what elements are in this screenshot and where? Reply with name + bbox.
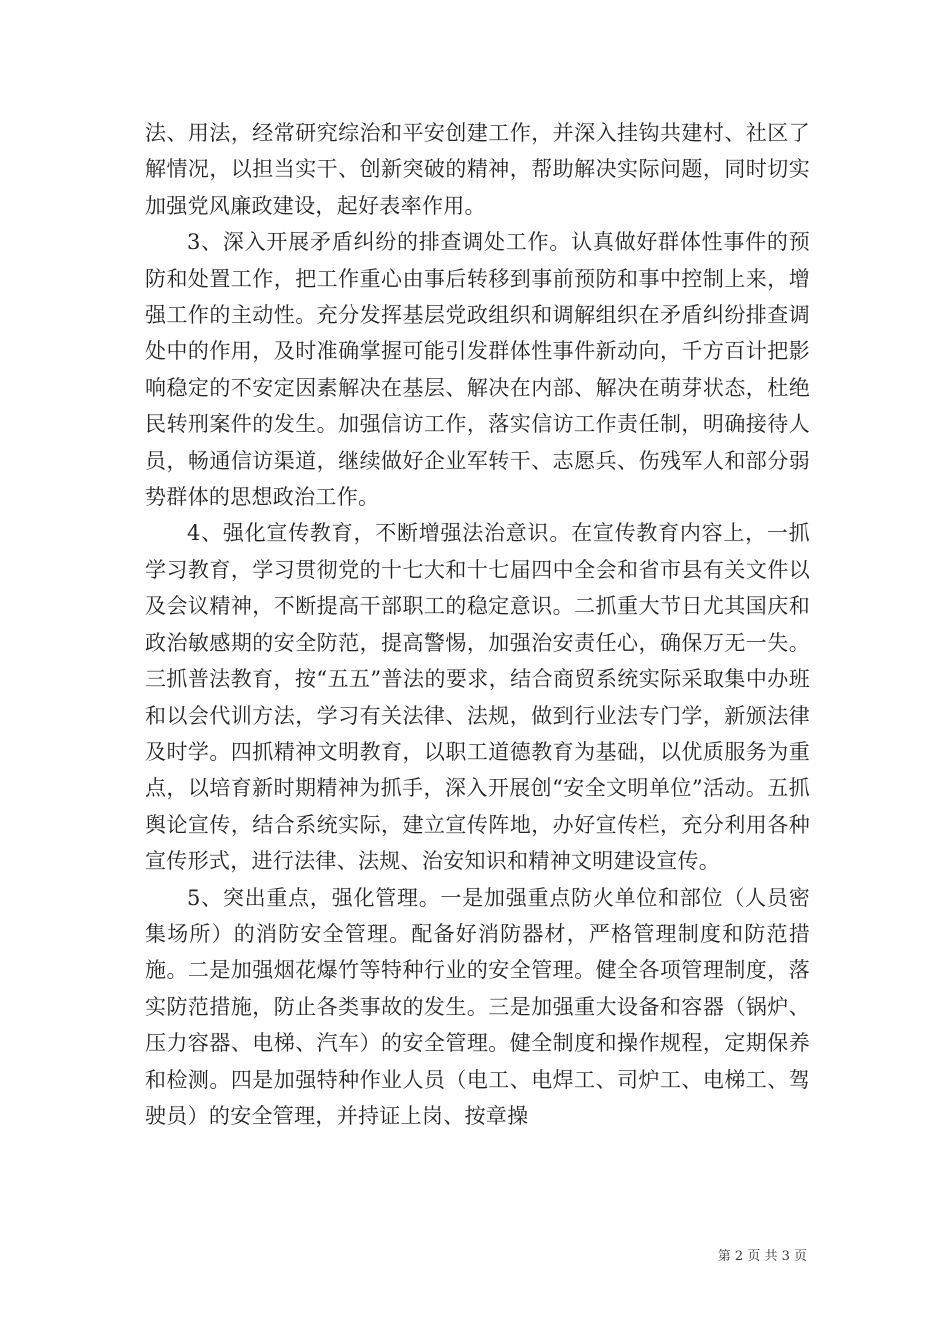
page-number-footer: 第 2 页 共 3 页 xyxy=(717,1249,807,1264)
paragraph-continuation: 法、用法，经常研究综治和平安创建工作，并深入挂钩共建村、社区了解情况，以担当实干、创新突破的精神，帮助解决实际问题，同时切实加强党风廉政建设，起好表率作用。 xyxy=(145,121,810,218)
paragraph-4-publicity-education: 4、强化宣传教育，不断增强法治意识。在宣传教育内容上，一抓学习教育，学习贯彻党的十七大和十七届四中全会和省市县有关文件以及会议精神，不断提高干部职工的稳定意识。二抓重大节日尤其国庆和政治敏感期的安全防范，提高警惕，加强治安责任心，确保万无一失。三抓普法教育，按“五五”普法的要求，结合商贸系统实际采取集中办班和以会代训方法，学习有关法律、法规，做到行业法专门学，新颁法律及时学。四抓精神文明教育，以职工道德教育为基础，以优质服务为重点，以培育新时期精神为抓手，深入开展创“安全文明单位”活动。五抓舆论宣传，结合系统实际，建立宣传阵地，办好宣传栏，充分利用各种宣传形式，进行法律、法规、治安知识和精神文明建设宣传。 xyxy=(145,521,810,874)
paragraph-3-dispute-resolution: 3、深入开展矛盾纠纷的排查调处工作。认真做好群体性事件的预防和处置工作，把工作重心由事后转移到事前预防和事中控制上来，增强工作的主动性。充分发挥基层党政组织和调解组织在矛盾纠纷排查调处中的作用，及时准确掌握可能引发群体性事件新动向，千方百计把影响稳定的不安定因素解决在基层、解决在内部、解决在萌芽状态，杜绝民转刑案件的发生。加强信访工作，落实信访工作责任制，明确接待人员，畅通信访渠道，继续做好企业军转干、志愿兵、伤残军人和部分弱势群体的思想政治工作。 xyxy=(145,230,810,510)
document-body xyxy=(145,115,810,1134)
paragraph-5-key-management: 5、突出重点，强化管理。一是加强重点防火单位和部位（人员密集场所）的消防安全管理。配备好消防器材，严格管理制度和防范措施。二是加强烟花爆竹等特种行业的安全管理。健全各项管理制度，落实防范措施，防止各类事故的发生。三是加强重大设备和容器（锅炉、压力容器、电梯、汽车）的安全管理。健全制度和操作规程，定期保养和检测。四是加强特种作业人员（电工、电焊工、司炉工、电梯工、驾驶员）的安全管理，并持证上岗、按章操 xyxy=(145,885,810,1128)
